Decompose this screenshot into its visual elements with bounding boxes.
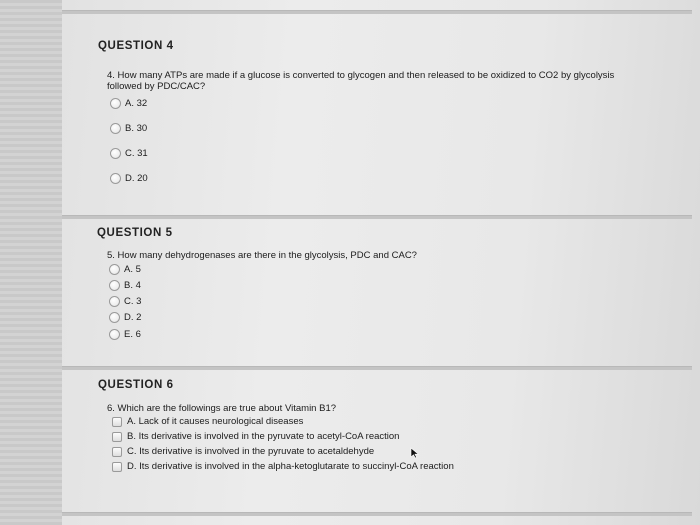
question-5-option-e[interactable] [109, 329, 141, 340]
question-4-option-d[interactable] [110, 173, 148, 184]
section-divider [62, 215, 692, 219]
left-margin-strip [0, 0, 62, 525]
radio-button-icon[interactable] [109, 280, 120, 291]
question-6-option-d[interactable] [112, 461, 454, 472]
question-4-option-c[interactable] [110, 148, 148, 159]
radio-button-icon[interactable] [109, 264, 120, 275]
question-4-option-a[interactable] [110, 98, 147, 109]
checkbox-icon[interactable] [112, 462, 122, 472]
question-6-option-a[interactable] [112, 416, 303, 427]
question-6-option-c[interactable] [112, 446, 374, 457]
option-label: D. 2 [124, 312, 142, 323]
option-label: A. 5 [124, 264, 141, 275]
question-4-text-line1: 4. How many ATPs are made if a glucose is converted to glycogen and then released to be oxidized to CO2 by glycolysis [107, 70, 615, 81]
radio-button-icon[interactable] [109, 312, 120, 323]
option-label: B. Its derivative is involved in the pyruvate to acetyl-CoA reaction [127, 431, 400, 442]
option-label: B. 4 [124, 280, 141, 291]
option-label: A. 32 [125, 98, 148, 109]
option-label: B. 30 [125, 123, 148, 134]
radio-button-icon[interactable] [110, 173, 121, 184]
question-6-text: 6. Which are the followings are true about Vitamin B1? [107, 403, 337, 414]
mouse-pointer-icon [410, 447, 420, 459]
option-label: C. Its derivative is involved in the pyruvate to acetaldehyde [127, 446, 375, 457]
question-5-option-b[interactable] [109, 280, 141, 291]
option-label: D. 20 [125, 173, 148, 184]
option-label: D. Its derivative is involved in the alpha-ketoglutarate to succinyl-CoA reaction [127, 461, 454, 472]
option-label: C. 31 [125, 148, 148, 159]
radio-button-icon[interactable] [110, 148, 121, 159]
checkbox-icon[interactable] [112, 417, 122, 427]
question-4-header: QUESTION 4 [98, 40, 174, 52]
question-4-option-b[interactable] [110, 123, 147, 134]
question-5-option-c[interactable] [109, 296, 141, 307]
option-label: A. Lack of it causes neurological diseases [127, 416, 304, 427]
option-label: E. 6 [124, 329, 141, 340]
question-6-option-b[interactable] [112, 431, 399, 442]
radio-button-icon[interactable] [110, 98, 121, 109]
section-divider [62, 10, 692, 14]
checkbox-icon[interactable] [112, 432, 122, 442]
radio-button-icon[interactable] [110, 123, 121, 134]
radio-button-icon[interactable] [109, 329, 120, 340]
radio-button-icon[interactable] [109, 296, 120, 307]
question-5-option-d[interactable] [109, 312, 141, 323]
section-divider [62, 366, 692, 370]
question-4-text-line2: followed by PDC/CAC? [107, 81, 206, 92]
question-5-option-a[interactable] [109, 264, 141, 275]
question-6-header: QUESTION 6 [98, 379, 174, 391]
question-5-text: 5. How many dehydrogenases are there in the glycolysis, PDC and CAC? [107, 250, 417, 261]
option-label: C. 3 [124, 296, 142, 307]
question-5-header: QUESTION 5 [97, 227, 173, 239]
section-divider [62, 512, 692, 516]
checkbox-icon[interactable] [112, 447, 122, 457]
